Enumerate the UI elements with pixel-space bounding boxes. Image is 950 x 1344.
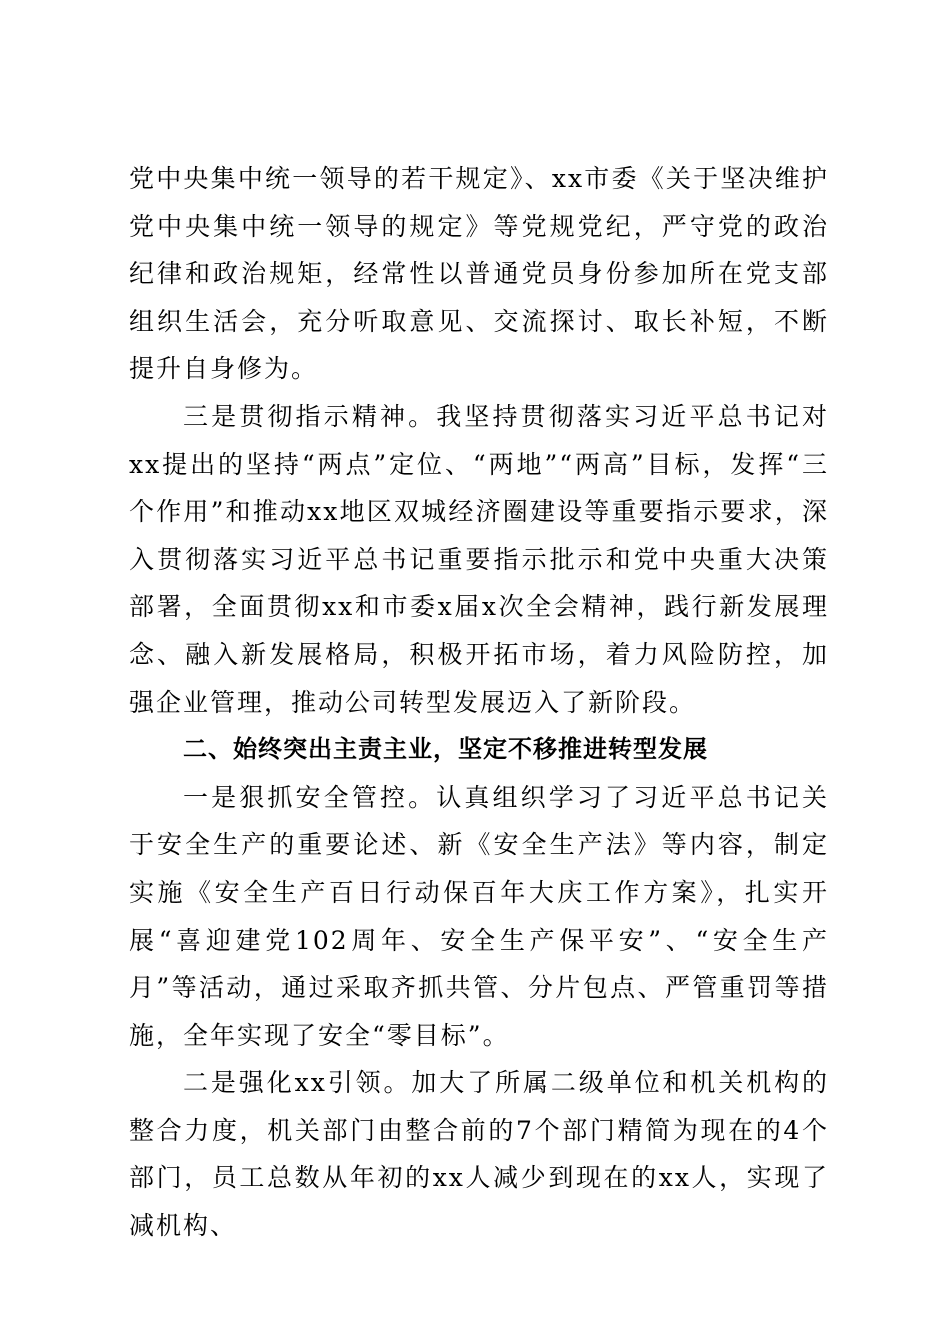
- paragraph-safety-control: 一是狠抓安全管控。认真组织学习了习近平总书记关于安全生产的重要论述、新《安全生产法》等内容，制定实施《安全生产百日行动保百年大庆工作方案》，扎实开展“喜迎建党102周年、安全生产保平安”、“安全生产月”等活动，通过采取齐抓共管、分片包点、严管重罚等措施，全年实现了安全“零目标”。: [129, 782, 829, 1050]
- paragraph-strengthen-guidance: 二是强化xx引领。加大了所属二级单位和机关机构的整合力度，机关部门由整合前的7个部门精简为现在的4个部门，员工总数从年初的xx人减少到现在的xx人，实现了减机构、: [129, 1068, 829, 1241]
- paragraph-implement-instructions: 三是贯彻指示精神。我坚持贯彻落实习近平总书记对xx提出的坚持“两点”定位、“两地”“两高”目标，发挥“三个作用”和推动xx地区双城经济圈建设等重要指示要求，深入贯彻落实习近平总书记重要指示批示和党中央重大决策部署，全面贯彻xx和市委x届x次全会精神，践行新发展理念、融入新发展格局，积极开拓市场，着力风险防控，加强企业管理，推动公司转型发展迈入了新阶段。: [129, 401, 829, 717]
- section-heading-2: 二、始终突出主责主业，坚定不移推进转型发展: [183, 735, 708, 764]
- document-body: [129, 155, 829, 1250]
- paragraph-continued: 党中央集中统一领导的若干规定》、xx市委《关于坚决维护党中央集中统一领导的规定》等党规党纪，严守党的政治纪律和政治规矩，经常性以普通党员身份参加所在党支部组织生活会，充分听取意见、交流探讨、取长补短，不断提升自身修为。: [129, 164, 829, 384]
